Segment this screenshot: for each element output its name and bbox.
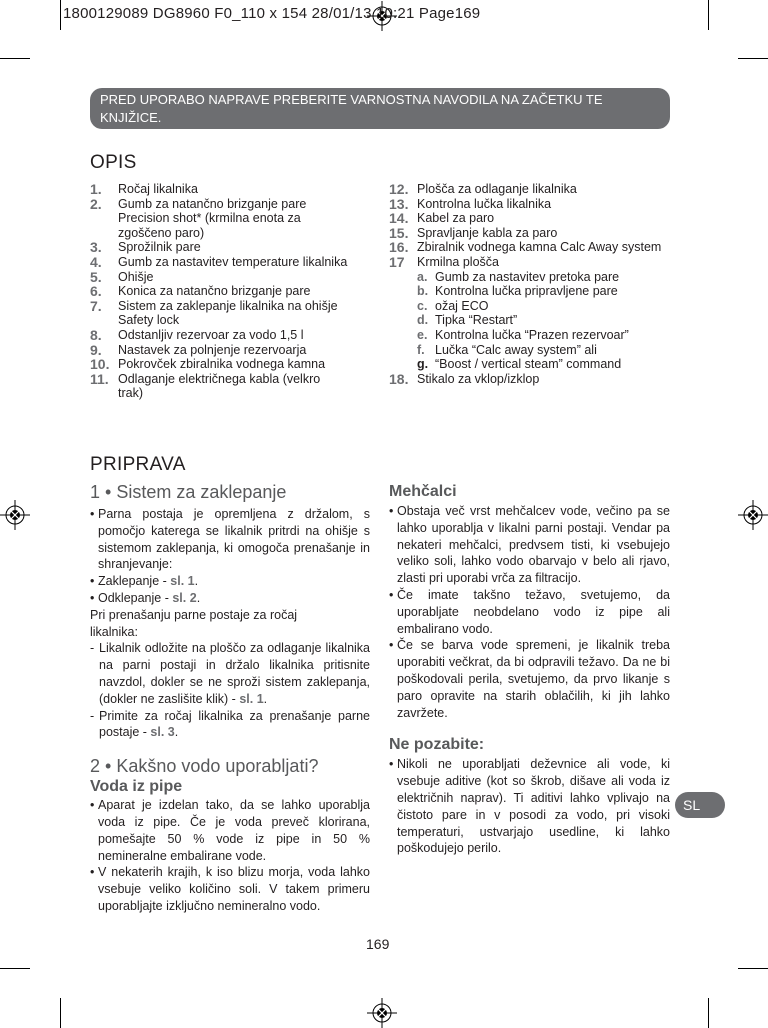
registration-mark-bottom-icon xyxy=(367,998,397,1028)
language-tab: SL xyxy=(675,792,725,818)
section-1-title: 1 • Sistem za zaklepanje xyxy=(90,482,287,502)
sub-list-item: e. Kontrolna lučka “Prazen rezervoar” xyxy=(417,327,629,342)
dont-forget-heading: Ne pozabite: xyxy=(389,736,485,754)
figure-ref: sl. 1 xyxy=(170,574,195,589)
list-item: 4. Gumb za nastavitev temperature likalnika xyxy=(90,253,348,270)
sub-list-item: f. Lučka “Calc away system” ali xyxy=(417,342,597,357)
list-item: 15. Spravljanje kabla za paro xyxy=(389,224,558,241)
registration-mark-right-icon xyxy=(738,500,768,530)
sub-list-item: g. “Boost / vertical steam” command xyxy=(417,357,622,372)
dash-paragraph: - Primite za ročaj likalnika za prenašanje parne postaje - sl. 3. xyxy=(90,708,370,742)
section-2-title: 2 • Kakšno vodo uporabljati? xyxy=(90,756,319,777)
list-item: 16. Zbiralnik vodnega kamna Calc Away system xyxy=(389,239,662,256)
crop-mark xyxy=(60,0,61,30)
sub-list-item: c. ožaj ECO xyxy=(417,298,489,313)
crop-mark xyxy=(738,58,768,59)
bullet-paragraph: • Odklepanje - sl. 2. xyxy=(90,590,370,607)
registration-mark-left-icon xyxy=(0,500,30,530)
bullet-paragraph: • Parna postaja je opremljena z držalom, s pomočjo katerega se likalnik pritrdi na ohišje s sistemom zaklepanja, ki omogoča prenašanje in shranjevanje: xyxy=(90,506,370,573)
list-item: 13. Kontrolna lučka likalnika xyxy=(389,195,552,212)
opis-title: OPIS xyxy=(90,152,137,173)
figure-ref: sl. 3 xyxy=(150,725,175,740)
priprava-left-column xyxy=(90,481,370,915)
list-item: 2. Gumb za natančno brizganje pare Precision shot* (krmilna enota za zgoščeno paro) xyxy=(90,195,307,240)
sub-list-item: d. Tipka “Restart” xyxy=(417,313,518,328)
bullet-paragraph: • V nekaterih krajih, k iso blizu morja, voda lahko vsebuje veliko količino soli. V takem primeru uporabljajte izključno nemineralno vodo. xyxy=(90,864,370,914)
bullet-paragraph: • Aparat je izdelan tako, da se lahko uporablja voda iz pipe. Če je voda preveč klorirana, pomešajte 50 % vode iz pipe in 50 % nemineralne embalirane vode. xyxy=(90,797,370,864)
list-item: 6. Konica za natančno brizganje pare xyxy=(90,283,311,300)
figure-ref: sl. 1 xyxy=(239,691,264,706)
bullet-paragraph: • Nikoli ne uporabljati deževnice ali vode, ki vsebuje aditive (kot so škrob, dišave ali voda iz električnih naprav). Ti aditivi lahko vplivajo na čistoto pare in v posodi za vodo, pri visoki temperaturi, ustvarjajo usedline, ki lahko poškodujejo perilo. xyxy=(389,756,670,857)
softeners-heading: Mehčalci xyxy=(389,483,457,500)
list-item: 7. Sistem za zaklepanje likalnika na ohišje Safety lock xyxy=(90,297,338,328)
bullet-paragraph: • Zaklepanje - sl. 1. xyxy=(90,573,370,590)
list-item: 8. Odstanljiv rezervoar za vodo 1,5 l xyxy=(90,326,304,343)
sub-list-item: b. Kontrolna lučka pripravljene pare xyxy=(417,284,618,299)
opis-list-right xyxy=(389,182,674,386)
crop-mark xyxy=(738,968,768,969)
crop-mark xyxy=(708,0,709,30)
list-item: 10. Pokrovček zbiralnika vodnega kamna xyxy=(90,356,326,373)
list-item: 17 Krmilna plošča xyxy=(389,253,499,270)
list-item: 12. Plošča za odlaganje likalnika xyxy=(389,181,577,197)
crop-mark xyxy=(708,998,709,1028)
list-item: 9. Nastavek za polnjenje rezervoarja xyxy=(90,341,307,358)
priprava-title: PRIPRAVA xyxy=(90,454,186,475)
list-item: 11. Odlaganje električnega kabla (velkro trak) xyxy=(90,370,321,401)
bullet-paragraph: • Obstaja več vrst mehčalcev vode, večino pa se lahko uporablja v likalni parni postaji. Vendar pa nekateri mehčalci, predvsem tisti, ki vsebujejo veliko soli, lahko vodo obarvajo v belo ali rjavo, zlasti pri uporabi vrča za filtracijo. xyxy=(389,503,670,587)
bullet-paragraph: • Če se barva vode spremeni, je likalnik treba uporabiti večkrat, da bi odpravili težavo. Da ne bi poškodovali perila, svetujemo, da prvo likanje s paro opravite na starih oblačilih, ki jih lahko zavržete. xyxy=(389,637,670,721)
list-item: 5. Ohišje xyxy=(90,268,154,285)
sub-list-item: a. Gumb za nastavitev pretoka pare xyxy=(417,269,620,284)
list-item: 3. Sprožilnik pare xyxy=(90,239,201,256)
crop-mark xyxy=(60,998,61,1028)
print-header: 1800129089 DG8960 F0_110 x 154 28/01/13 10:21 Page169 xyxy=(63,5,481,22)
figure-ref: sl. 2 xyxy=(172,590,197,605)
priprava-right-column xyxy=(389,482,670,857)
bullet-paragraph: • Če imate takšno težavo, svetujemo, da uporabljate neobdelano vodo iz pipe ali embalirano vodo. xyxy=(389,587,670,637)
list-item: 1. Ročaj likalnika xyxy=(90,181,198,197)
safety-banner: PRED UPORABO NAPRAVE PREBERITE VARNOSTNA NAVODILA NA ZAČETKU TE KNJIŽICE. xyxy=(90,88,670,129)
dash-paragraph: - Likalnik odložite na ploščo za odlaganje likalnika na parni postaji in držalo likalnika pritisnite navzdol, dokler se ne sproži sistem zaklepanja, (dokler ne zaslišite klik) - sl. 1. xyxy=(90,640,370,707)
crop-mark xyxy=(0,58,30,59)
tap-water-heading: Voda iz pipe xyxy=(90,778,183,796)
page-number: 169 xyxy=(366,936,390,952)
list-item: 14. Kabel za paro xyxy=(389,210,495,227)
crop-mark xyxy=(0,968,30,969)
paragraph: Pri prenašanju parne postaje za ročaj likalnika: xyxy=(90,607,298,639)
opis-list-left xyxy=(90,182,348,401)
list-item: 18. Stikalo za vklop/izklop xyxy=(389,370,540,387)
